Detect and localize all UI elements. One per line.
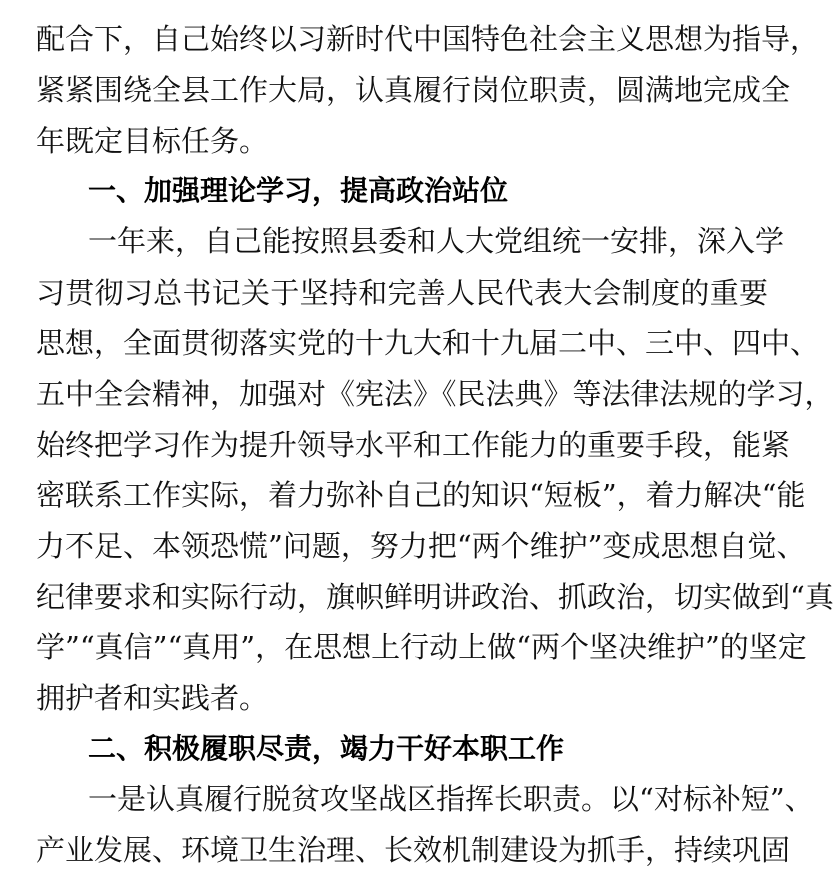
section-1-line-6: 密联系工作实际，着力弥补自己的知识“短板”，着力解决“能 xyxy=(36,478,806,512)
section-2-heading: 二、积极履职尽责，竭力干好本职工作 xyxy=(88,732,565,765)
intro-line-2: 紧紧围绕全县工作大局，认真履行岗位职责，圆满地完成全 xyxy=(36,73,791,107)
section-1-line-5: 始终把学习作为提升领导水平和工作能力的重要手段，能紧 xyxy=(36,428,791,462)
section-1-line-3: 思想，全面贯彻落实党的十九大和十九届二中、三中、四中、 xyxy=(36,326,820,360)
section-2-line-2: 产业发展、环境卫生治理、长效机制建设为抓手，持续巩固 xyxy=(36,833,791,867)
section-1-line-2: 习贯彻习总书记关于坚持和完善人民代表大会制度的重要 xyxy=(36,276,768,310)
section-1-line-7: 力不足、本领恐慌”问题，努力把“两个维护”变成思想自觉、 xyxy=(36,529,806,563)
section-1-line-9: 学”“真信”“真用”，在思想上行动上做“两个坚决维护”的坚定 xyxy=(36,630,807,664)
section-1-line-4: 五中全会精神，加强对《宪法》《民法典》等法律法规的学习， xyxy=(36,377,834,411)
section-1-line-1: 一年来，自己能按照县委和人大党组统一安排，深入学 xyxy=(88,224,785,258)
intro-line-3: 年既定目标任务。 xyxy=(36,124,269,158)
section-1-line-8: 纪律要求和实际行动，旗帜鲜明讲政治、抓政治，切实做到“真 xyxy=(36,580,834,614)
section-1-heading: 一、加强理论学习，提高政治站位 xyxy=(88,174,509,207)
intro-line-1: 配合下，自己始终以习新时代中国特色社会主义思想为指导， xyxy=(36,22,820,56)
section-2-line-1: 一是认真履行脱贫攻坚战区指挥长职责。以“对标补短”、 xyxy=(88,782,814,816)
section-1-line-10: 拥护者和实践者。 xyxy=(36,681,269,715)
